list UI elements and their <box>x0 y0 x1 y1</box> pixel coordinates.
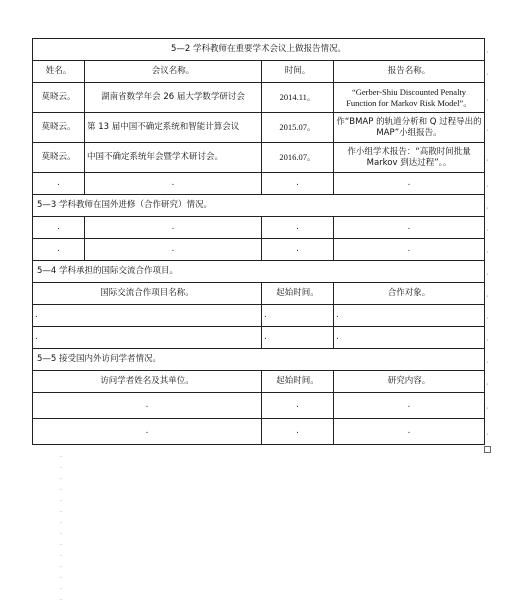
header-research-content: 研究内容。 <box>334 371 485 393</box>
row-mark: ¸ <box>486 356 489 363</box>
empty-cell: . <box>33 217 85 239</box>
paragraph-mark: . <box>60 452 62 459</box>
paragraph-mark: . <box>60 551 62 558</box>
cell-name: 莫晓云。 <box>33 113 85 143</box>
paragraph-mark: . <box>60 496 62 503</box>
table-row <box>33 83 485 113</box>
table-row <box>33 173 485 195</box>
table-row <box>33 327 485 349</box>
header-name: 姓名。 <box>33 61 85 83</box>
row-mark: ¸ <box>486 312 489 319</box>
header-start-time: 起始时间。 <box>262 283 334 305</box>
row-mark: ¸ <box>486 124 489 131</box>
section-5-3-title: 5—3 学科教师在国外进修（合作研究）情况。 <box>33 195 485 217</box>
empty-cell: . <box>334 419 485 445</box>
empty-cell: . <box>33 393 262 419</box>
table-row <box>33 217 485 239</box>
empty-cell: . <box>262 327 334 349</box>
header-visitor-name: 访问学者姓名及其单位。 <box>33 371 262 393</box>
cell-name: 莫晓云。 <box>33 83 85 113</box>
table-end-marker <box>484 446 491 453</box>
row-mark: ¸ <box>486 334 489 341</box>
row-mark: ¸ <box>486 94 489 101</box>
empty-cell: . <box>262 239 334 261</box>
cell-meeting: 中国不确定系统年会暨学术研讨会。 <box>85 143 262 173</box>
empty-cell: . <box>334 305 485 327</box>
paragraph-mark: . <box>60 474 62 481</box>
row-mark: ¸ <box>486 68 489 75</box>
empty-cell: . <box>334 173 485 195</box>
table-row <box>33 419 485 445</box>
paragraph-mark: . <box>60 507 62 514</box>
table-header-row <box>33 371 485 393</box>
row-mark: ¸ <box>486 378 489 385</box>
cell-time: 2016.07。 <box>262 143 334 173</box>
empty-cell: . <box>33 305 262 327</box>
header-report: 报告名称。 <box>334 61 485 83</box>
paragraph-mark: . <box>60 529 62 536</box>
cell-report: “Gerber-Shiu Discounted Penalty Function for Markov Risk Model”。 <box>334 83 485 113</box>
cell-meeting: 湖南省数学年会 26 届大学数学研讨会 <box>85 83 262 113</box>
row-mark: ¸ <box>486 154 489 161</box>
paragraph-mark: . <box>60 573 62 580</box>
row-mark: ¸ <box>486 246 489 253</box>
document-page <box>32 38 484 445</box>
empty-cell: . <box>262 305 334 327</box>
row-mark: ¸ <box>486 224 489 231</box>
cell-time: 2014.11。 <box>262 83 334 113</box>
paragraph-mark: . <box>60 518 62 525</box>
cell-time: 2015.07。 <box>262 113 334 143</box>
row-mark: ¸ <box>486 46 489 53</box>
table-header-row <box>33 61 485 83</box>
empty-cell: . <box>334 239 485 261</box>
empty-cell: . <box>33 239 85 261</box>
header-meeting: 会议名称。 <box>85 61 262 83</box>
paragraph-mark: . <box>60 540 62 547</box>
empty-cell: . <box>262 419 334 445</box>
header-project-name: 国际交流合作项目名称。 <box>33 283 262 305</box>
row-mark: ¸ <box>486 428 489 435</box>
empty-cell: . <box>262 173 334 195</box>
section-title-row <box>33 261 485 283</box>
section-5-5-title: 5—5 接受国内外访问学者情况。 <box>33 349 485 371</box>
paragraph-mark: . <box>60 584 62 591</box>
cell-name: 莫晓云。 <box>33 143 85 173</box>
paragraph-mark: . <box>60 463 62 470</box>
empty-cell: . <box>33 327 262 349</box>
empty-cell: . <box>334 327 485 349</box>
table-row <box>33 393 485 419</box>
paragraph-mark: . <box>60 485 62 492</box>
table-row <box>33 239 485 261</box>
section-title-row <box>33 195 485 217</box>
table-row <box>33 305 485 327</box>
cell-report: 作“BMAP 的轨道分析和 Q 过程导出的 MAP”小组报告。 <box>334 113 485 143</box>
empty-cell: . <box>85 173 262 195</box>
empty-cell: . <box>33 419 262 445</box>
table-header-row <box>33 283 485 305</box>
row-mark: ¸ <box>486 290 489 297</box>
empty-cell: . <box>334 217 485 239</box>
empty-cell: . <box>262 393 334 419</box>
row-mark: ¸ <box>486 268 489 275</box>
header-start-time: 起始时间。 <box>262 371 334 393</box>
empty-cell: . <box>85 217 262 239</box>
section-5-4-title: 5—4 学科承担的国际交流合作项目。 <box>33 261 485 283</box>
empty-cell: . <box>33 173 85 195</box>
row-mark: ¸ <box>486 202 489 209</box>
cell-report: 作小组学术报告：“高散时间批量 Markov 到达过程”。。 <box>334 143 485 173</box>
row-mark: ¸ <box>486 402 489 409</box>
table-row <box>33 143 485 173</box>
paragraph-mark: . <box>60 595 62 602</box>
section-title-row <box>33 349 485 371</box>
cell-meeting: 第 13 届中国不确定系统和智能计算会议 <box>85 113 262 143</box>
empty-cell: . <box>85 239 262 261</box>
row-mark: ¸ <box>486 180 489 187</box>
empty-cell: . <box>334 393 485 419</box>
paragraph-mark: . <box>60 562 62 569</box>
section-5-2-title: 5—2 学科教师在重要学术会议上做报告情况。 <box>33 39 485 61</box>
header-time: 时间。 <box>262 61 334 83</box>
table-row <box>33 113 485 143</box>
header-partner: 合作对象。 <box>334 283 485 305</box>
empty-cell: . <box>262 217 334 239</box>
section-title-row <box>33 39 485 61</box>
report-table <box>32 38 485 445</box>
